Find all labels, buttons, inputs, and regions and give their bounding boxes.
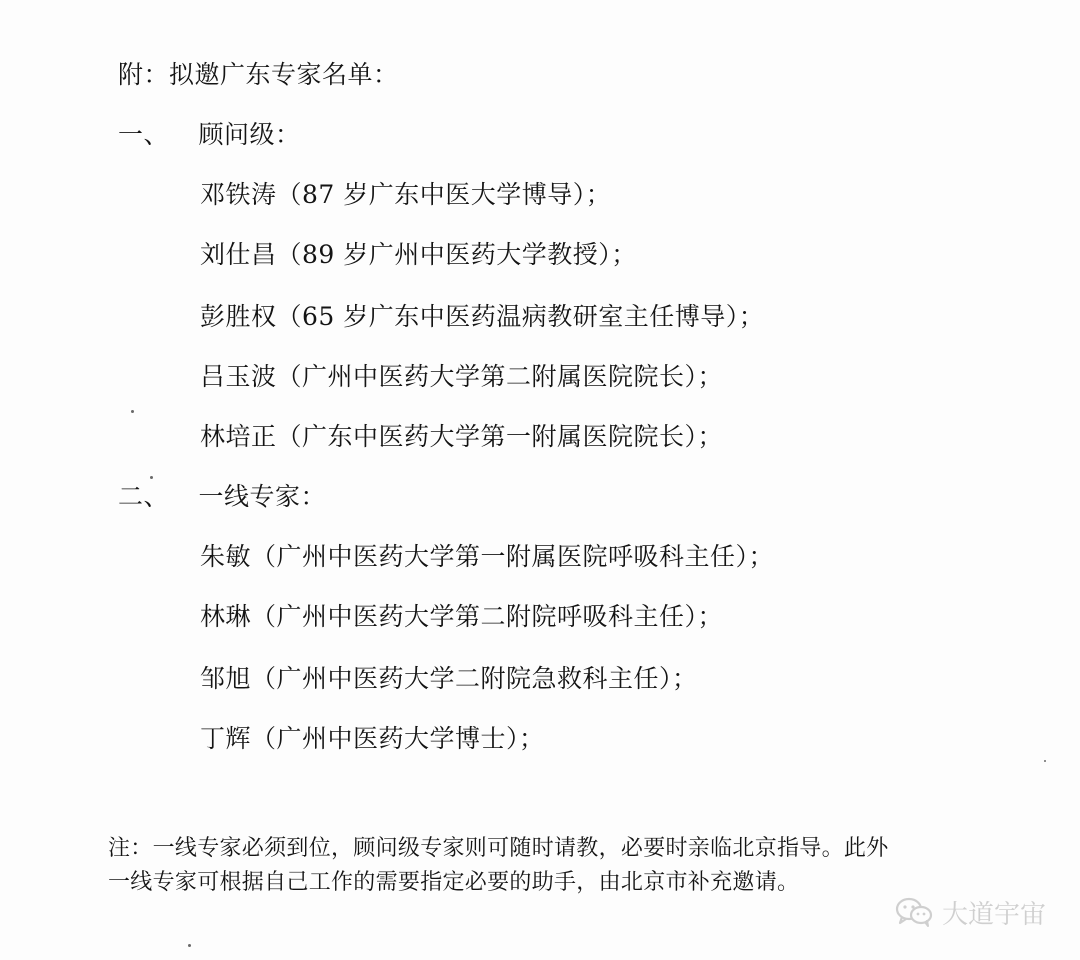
list-item: 彭胜权（65 岁广东中医药温病教研室主任博导）； xyxy=(200,302,765,331)
section-label: 一线专家： xyxy=(198,482,326,511)
scan-speck xyxy=(150,476,153,479)
document-title: 附：拟邀广东专家名单： xyxy=(118,60,399,89)
section-label: 顾问级： xyxy=(198,120,301,149)
list-item: 邹旭（广州中医药大学二附院急救科主任）； xyxy=(200,664,698,693)
list-item: 丁辉（广州中医药大学博士）； xyxy=(200,724,545,753)
list-item: 林琳（广州中医药大学第二附院呼吸科主任）； xyxy=(200,602,724,631)
list-item: 吕玉波（广州中医药大学第二附属医院院长）； xyxy=(200,362,724,391)
scan-speck xyxy=(1044,760,1046,762)
section-heading-advisors xyxy=(118,118,300,152)
section-heading-frontline xyxy=(118,480,326,514)
watermark-text: 大道宇宙 xyxy=(941,899,1046,930)
scan-speck xyxy=(131,410,134,413)
footnote xyxy=(108,832,968,900)
footnote-line: 注：一线专家必须到位，顾问级专家则可随时请教，必要时亲临北京指导。此外 xyxy=(108,836,889,861)
watermark xyxy=(894,894,1046,930)
section-number: 二、 xyxy=(118,482,170,511)
footnote-line: 一线专家可根据自己工作的需要指定必要的助手，由北京市补充邀请。 xyxy=(108,870,800,895)
wechat-icon xyxy=(894,896,934,928)
list-item: 刘仕昌（89 岁广州中医药大学教授）； xyxy=(200,240,637,269)
list-item: 林培正（广东中医药大学第一附属医院院长）； xyxy=(200,422,724,451)
section-number: 一、 xyxy=(118,120,170,149)
scan-speck xyxy=(188,944,191,947)
list-item: 邓铁涛（87 岁广东中医大学博导）； xyxy=(200,180,612,209)
list-item: 朱敏（广州中医药大学第一附属医院呼吸科主任）； xyxy=(200,542,775,571)
